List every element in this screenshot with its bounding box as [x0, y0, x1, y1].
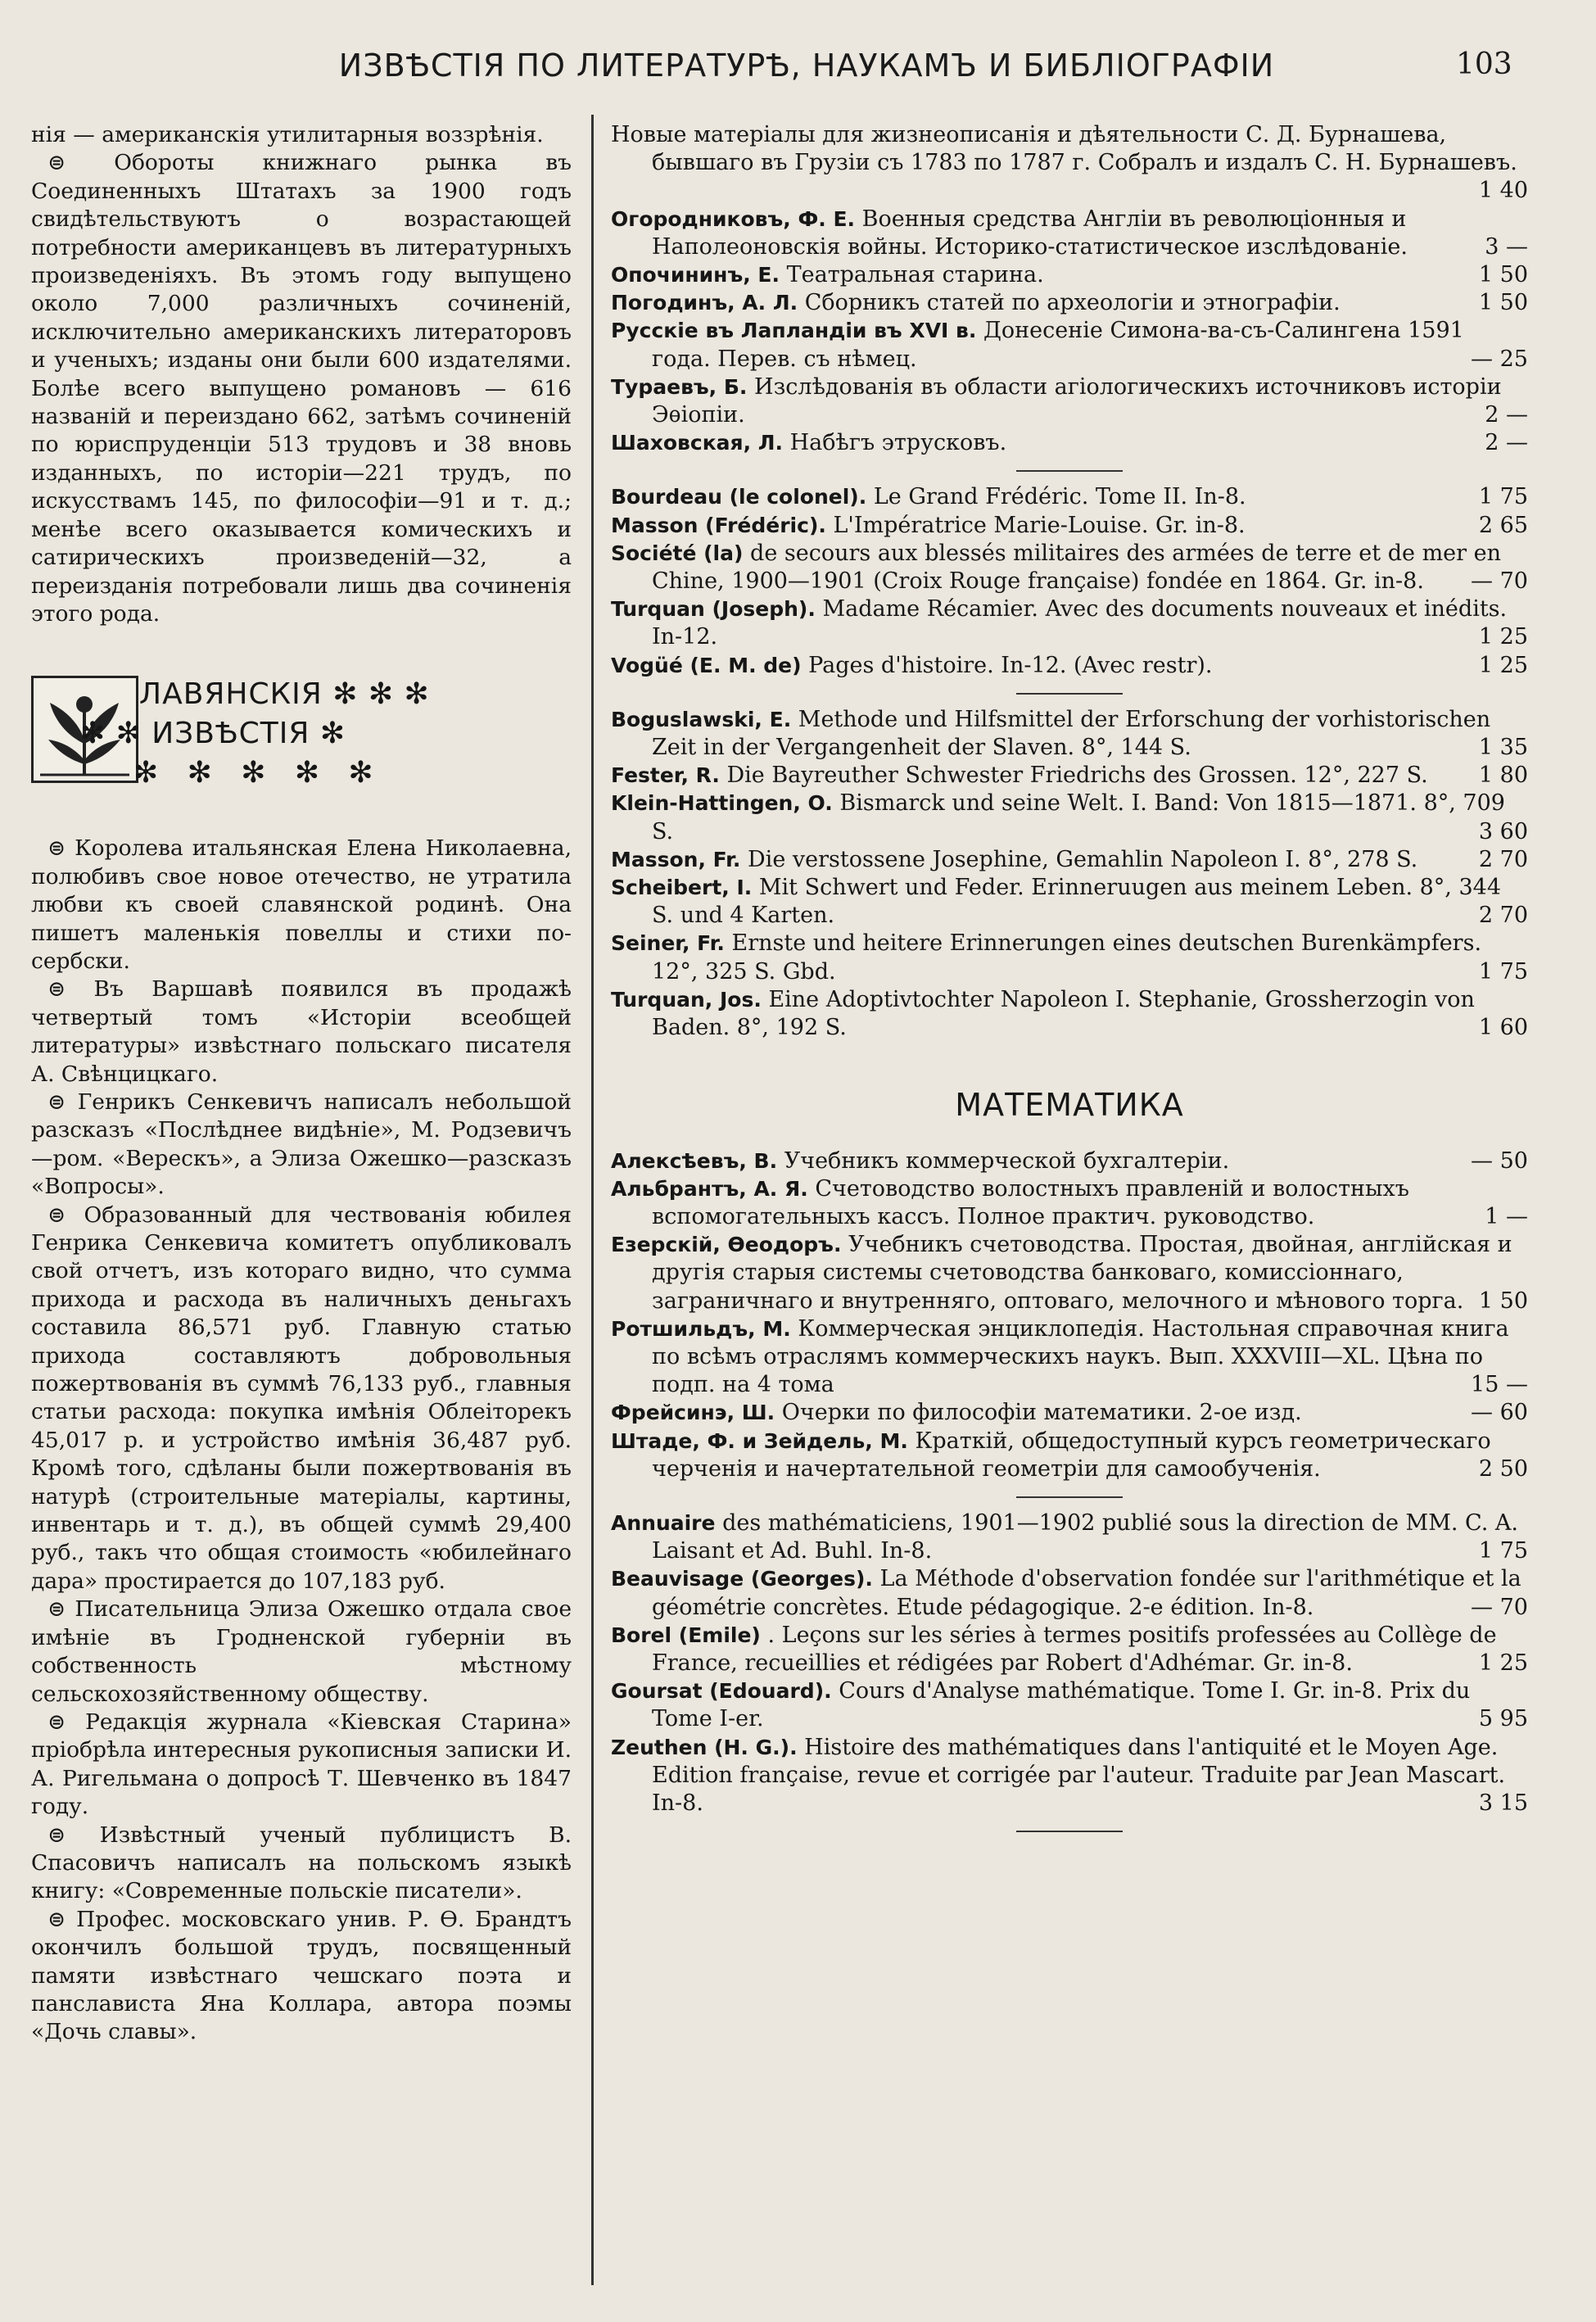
entry-author: Езерскій, Ѳеодоръ.: [611, 1233, 842, 1257]
entry-title: Счетоводство волостныхъ правленій и волостныхъ вспомогательныхъ кассъ. Полное практич. руководство.: [652, 1175, 1409, 1229]
entry-author: Тураевъ, Б.: [611, 374, 748, 399]
entry-author: Boguslawski, E.: [611, 707, 792, 731]
entry-price: — 50: [1471, 1147, 1528, 1174]
entry-price: 5 95: [1478, 1706, 1528, 1732]
paragraph: ⊜ Въ Варшавѣ появился въ продажѣ четвертый томъ «Исторіи всеобщей литературы» извѣстнаго польскаго писателя А. Свѣнцицкаго.: [31, 976, 572, 1087]
entry-author: Огородниковъ, Ф. Е.: [611, 206, 856, 231]
entry-author: Bourdeau (le colonel).: [611, 485, 867, 509]
entry-title: Коммерческая энциклопедія. Настольная справочная книга по всѣмъ отраслямъ коммерческихъ наукъ. Вып. XXXVIII—XL. Цѣна по подп. на 4 тома: [652, 1315, 1509, 1398]
entry-title: Донесеніе Симона-ва-съ-Салингена 1591 года. Перев. съ нѣмец.: [652, 318, 1464, 372]
entry-title: de secours aux blessés militaires des armées de terre et de mer en Chine, 1900—1901 (Croix Rouge française) fondée en 1864. Gr. in-8.: [652, 540, 1502, 595]
entry-author: Annuaire: [611, 1510, 716, 1535]
entry-price: 1 75: [1478, 1538, 1528, 1564]
bibliography-entry: [611, 1175, 1528, 1231]
entry-price: 3 60: [1478, 818, 1528, 844]
bibliography-entry: [611, 1622, 1528, 1677]
bibliography-entry: [611, 1399, 1528, 1427]
entry-price: 1 25: [1478, 1650, 1528, 1676]
entry-price: — 60: [1471, 1400, 1528, 1426]
entry-author: Шаховская, Л.: [611, 431, 784, 455]
entry-author: Turquan, Jos.: [611, 987, 762, 1012]
paragraph: ⊜ Извѣстный ученый публицистъ В. Спасовичъ написалъ на польскомъ языкѣ книгу: «Современные польскіе писатели».: [31, 1822, 572, 1904]
bibliography-entry: [611, 1231, 1528, 1315]
entry-author: Turquan (Joseph).: [611, 597, 816, 622]
paragraph: ⊜ Редакція журнала «Кіевская Старина» пріобрѣла интересныя рукописныя записки И. А. Ригельмана о допросѣ Т. Шевченко въ 1847 году.: [31, 1709, 572, 1820]
bibliography-entry: [611, 1565, 1528, 1621]
bibliography-entry: [611, 930, 1528, 985]
entry-author: Société (la): [611, 541, 744, 565]
right-column: [611, 121, 1528, 1844]
entry-title: Очерки по философіи математики. 2-ое изд.: [781, 1400, 1302, 1426]
bibliography-entry: [611, 652, 1528, 680]
bibliography-entry: [611, 1315, 1528, 1400]
bibliography-entry: [611, 986, 1528, 1042]
bibliography-entry: [611, 790, 1528, 845]
bibliography-entry: [611, 874, 1528, 930]
paragraph: нія — американскія утилитарныя воззрѣнія.: [31, 122, 544, 147]
paragraph: ⊜ Образованный для чествованія юбилея Генрика Сенкевича комитетъ опубликовалъ свой отчетъ, изъ котораго видно, что сумма прихода и расхода въ наличныхъ деньгахъ составила 86,571 руб. Главную статью прихода составляютъ добровольныя пожертвованія въ суммѣ 76,133 руб., главныя статьи расхода: покупка имѣнія Облеіторекъ 45,017 р. и устройство имѣнія 36,487 руб. Кромѣ того, сдѣланы были пожертвованія въ натурѣ (строительные матеріалы, картины, инвентарь и т. д.), въ общей суммѣ 29,400 руб., такъ что общая стоимость «юбилейнаго дара» простирается до 107,183 руб.: [31, 1202, 572, 1594]
entry-title: Военныя средства Англіи въ революціонныя и Наполеоновскія войны. Историко-статистическое изслѣдованіе.: [652, 206, 1408, 260]
bibliography-entry: [611, 1734, 1528, 1818]
entry-author: Beauvisage (Georges).: [611, 1567, 873, 1591]
paragraph: ⊜ Профес. московскаго унив. Р. Ѳ. Брандтъ окончилъ большой трудъ, посвященный памяти извѣстнаго чешскаго поэта и панслависта Яна Коллара, автора поэмы «Дочь славы».: [31, 1906, 572, 2045]
bibliography-entry: [611, 1147, 1528, 1175]
entry-title: L'Impératrice Marie-Louise. Gr. in-8.: [833, 512, 1246, 538]
entry-title: Сборникъ статей по археологіи и этнографіи.: [804, 290, 1341, 316]
entry-price: 1 75: [1478, 484, 1528, 510]
bibliography-entry: [611, 289, 1528, 317]
entry-price: 2 65: [1478, 512, 1528, 538]
entry-author: Погодинъ, А. Л.: [611, 291, 798, 315]
entry-price: 3 15: [1478, 1790, 1528, 1816]
running-header: ИЗВѢСТІЯ ПО ЛИТЕРАТУРѢ, НАУКАМЪ И БИБЛІОГРАФІИ: [338, 48, 1275, 84]
entry-price: 1 25: [1478, 652, 1528, 678]
entry-author: Альбрантъ, А. Я.: [611, 1176, 808, 1201]
bibliography-entry: [611, 429, 1528, 457]
entry-title: Bismarck und seine Welt. I. Band: Von 1815—1871. 8°, 709 S.: [652, 790, 1505, 844]
entry-author: Штаде, Ф. и Зейдель, М.: [611, 1428, 908, 1453]
entry-author: Алексѣевъ, В.: [611, 1148, 778, 1173]
paragraph: ⊜ Королева итальянская Елена Николаевна, полюбивъ свое новое отечество, не утратила любви къ своей славянской родинѣ. Она пишетъ маленькія повеллы и стихи по-сербски.: [31, 835, 572, 974]
entry-title: Cours d'Analyse mathématique. Tome I. Gr. in-8. Prix du Tome I-er.: [652, 1678, 1471, 1732]
section-rule: [1016, 470, 1123, 472]
entry-author: Scheibert, I.: [611, 876, 753, 900]
bibliography-entry: [611, 595, 1528, 651]
bibliography-entry: [611, 483, 1528, 511]
entry-title: Учебникъ счетоводства. Простая, двойная, англійская и другія старыя системы счетоводства банковаго, комиссіоннаго, заграничнаго и внутренняго, оптоваго, мелочного и мѣнового торга.: [652, 1232, 1512, 1314]
entry-author: Masson, Fr.: [611, 847, 741, 871]
entry-price: 1 25: [1478, 624, 1528, 650]
entry-author: Vogüé (E. M. de): [611, 653, 802, 677]
entry-author: Masson (Frédéric).: [611, 513, 826, 537]
bibliography-entry: [611, 1677, 1528, 1733]
entry-price: 2 70: [1478, 903, 1528, 929]
entry-price: 15 —: [1471, 1372, 1528, 1398]
entry-title: Die Bayreuther Schwester Friedrichs des Grossen. 12°, 227 S.: [726, 763, 1428, 789]
entry-author: Borel (Emile): [611, 1623, 761, 1647]
paragraph: ⊜ Обороты книжнаго рынка въ Соединенныхъ Штатахъ за 1900 годъ свидѣтельствуютъ о возрастающей потребности американцевъ въ литературныхъ произведеніяхъ. Въ этомъ году выпущено около 7,000 различныхъ сочиненій, исключительно американскихъ литераторовъ и ученыхъ; изданы они были 600 издателями. Болѣе всего выпущено романовъ — 616 названій и переиздано 662, затѣмъ сочиненій по юриспруденціи 513 трудовъ и 38 вновь изданныхъ, по исторіи—221 трудъ, по искусствамъ 145, по философіи—91 и т. д.; менѣе всего оказывается комическихъ и сатирическихъ произведеній—32, а переизданія потребовали лишь два сочиненія этого рода.: [31, 150, 572, 627]
bibliography-entry: [611, 1510, 1528, 1565]
bibliography-group-french: [611, 483, 1528, 679]
bibliography-group-russian: [611, 121, 1528, 457]
bibliography-group-math-russian: [611, 1147, 1528, 1483]
entry-author: Klein-Hattingen, O.: [611, 791, 833, 816]
entry-author: Фрейсинэ, Ш.: [611, 1401, 775, 1425]
bibliography-entry: [611, 373, 1528, 429]
bibliography-entry: [611, 706, 1528, 762]
bibliography-entry: [611, 540, 1528, 595]
left-column: [31, 121, 572, 2047]
entry-author: Опочининъ, Е.: [611, 263, 780, 287]
bibliography-entry: [611, 317, 1528, 373]
bibliography-entry: [611, 121, 1528, 206]
section-rule: [1016, 1831, 1123, 1832]
entry-title: des mathématiciens, 1901—1902 publié sous la direction de MM. C. A. Laisant et Ad. Buhl. In-8.: [652, 1510, 1518, 1564]
entry-title: Histoire des mathématiques dans l'antiquité et le Moyen Age. Edition française, revue et corrigée par l'auteur. Traduite par Jean Mascart. In-8.: [652, 1734, 1506, 1816]
column-divider: [591, 115, 594, 2285]
entry-price: — 70: [1471, 568, 1528, 595]
entry-price: 1 50: [1478, 290, 1528, 316]
entry-author: Goursat (Edouard).: [611, 1679, 832, 1704]
entry-author: Ротшильдъ, М.: [611, 1316, 791, 1341]
bibliography-entry: [611, 762, 1528, 790]
paragraph: ⊜ Писательница Элиза Ожешко отдала свое имѣніе въ Гродненской губерніи въ собственность мѣстному сельскохозяйственному обществу.: [31, 1596, 572, 1707]
entry-price: 1 35: [1478, 735, 1528, 761]
section-title: МАТЕМАТИКА: [955, 1087, 1184, 1124]
entry-price: 1 60: [1478, 1015, 1528, 1041]
entry-price: 1 75: [1478, 958, 1528, 984]
entry-title: Учебникъ коммерческой бухгалтеріи.: [784, 1147, 1230, 1174]
entry-title: Die verstossene Josephine, Gemahlin Napoleon I. 8°, 278 S.: [748, 846, 1418, 872]
entry-price: 2 —: [1485, 430, 1528, 456]
page-number: 103: [1456, 48, 1512, 81]
entry-title: Набѣгъ этрусковъ.: [789, 430, 1007, 456]
entry-title: Pages d'histoire. In-12. (Avec restr).: [808, 652, 1213, 678]
bibliography-entry: [611, 512, 1528, 540]
entry-price: — 70: [1471, 1594, 1528, 1620]
entry-title: Le Grand Frédéric. Tome II. In-8.: [873, 484, 1246, 510]
entry-title: Изслѣдованія въ области агіологическихъ источниковъ исторіи Эѳіопіи.: [652, 373, 1502, 428]
section-rule: [1016, 693, 1123, 695]
entry-price: 2 —: [1485, 402, 1528, 428]
entry-price: 2 70: [1478, 846, 1528, 872]
section-heading-slavic-news: [31, 676, 572, 815]
heading-line: ЛАВЯНСКІЯ ✻ ✻ ✻: [139, 677, 430, 712]
entry-title: Eine Adoptivtochter Napoleon I. Stephanie, Grossherzogin von Baden. 8°, 192 S.: [652, 986, 1475, 1041]
entry-price: 1 50: [1478, 262, 1528, 288]
entry-price: 3 —: [1485, 233, 1528, 260]
heading-line: ✻ ✻ ИЗВѢСТІЯ ✻: [80, 717, 346, 751]
entry-author: Fester, R.: [611, 763, 720, 788]
bibliography-group-math-french: [611, 1510, 1528, 1817]
entry-title: La Méthode d'observation fondée sur l'arithmétique et la géométrie concrètes. Etude pédagogique. 2-e édition. In-8.: [652, 1566, 1521, 1620]
bibliography-entry: [611, 206, 1528, 261]
entry-price: 2 50: [1478, 1455, 1528, 1482]
entry-title: Театральная старина.: [786, 262, 1044, 288]
entry-author: Zeuthen (H. G.).: [611, 1735, 798, 1759]
paragraph: ⊜ Генрикъ Сенкевичъ написалъ небольшой разсказъ «Послѣднее видѣніе», М. Родзевичъ—ром. «Верескъ», а Элиза Ожешко—разсказъ «Вопросы».: [31, 1089, 572, 1200]
entry-author: Seiner, Fr.: [611, 931, 725, 956]
heading-line: ✻ ✻ ✻ ✻ ✻: [133, 756, 383, 790]
entry-title: Новые матеріалы для жизнеописанія и дѣятельности С. Д. Бурнашева, бывшаго въ Грузіи съ 1783 по 1787 г. Собралъ и издалъ С. Н. Бурнашевъ.: [611, 122, 1517, 176]
entry-title: Mit Schwert und Feder. Erinneruugen aus meinem Leben. 8°, 344 S. und 4 Karten.: [652, 875, 1501, 929]
section-rule: [1016, 1496, 1123, 1498]
entry-title: Краткій, общедоступный курсъ геометрическаго черченія и начертательной геометріи для самообученія.: [652, 1428, 1491, 1482]
entry-price: 1 40: [1478, 178, 1528, 204]
entry-author: Русскіе въ Лапландіи въ XVI в.: [611, 319, 977, 343]
bibliography-group-german: [611, 706, 1528, 1042]
entry-title: . Leçons sur les séries à termes positifs professées au Collège de France, recueillies et rédigées par Robert d'Adhémar. Gr. in-8.: [652, 1622, 1497, 1676]
entry-title: Ernste und heitere Erinnerungen eines deutschen Burenkämpfers. 12°, 325 S. Gbd.: [652, 930, 1482, 984]
entry-title: Madame Récamier. Avec des documents nouveaux et inédits. In-12.: [652, 596, 1508, 650]
bibliography-entry: [611, 261, 1528, 289]
entry-price: — 25: [1471, 346, 1528, 372]
entry-price: 1 50: [1478, 1288, 1528, 1314]
entry-title: Methode und Hilfsmittel der Erforschung der vorhistorischen Zeit in der Vergangenheit der Slaven. 8°, 144 S.: [652, 706, 1491, 761]
entry-price: 1 —: [1485, 1203, 1528, 1229]
bibliography-entry: [611, 846, 1528, 874]
entry-price: 1 80: [1478, 763, 1528, 789]
bibliography-entry: [611, 1428, 1528, 1483]
